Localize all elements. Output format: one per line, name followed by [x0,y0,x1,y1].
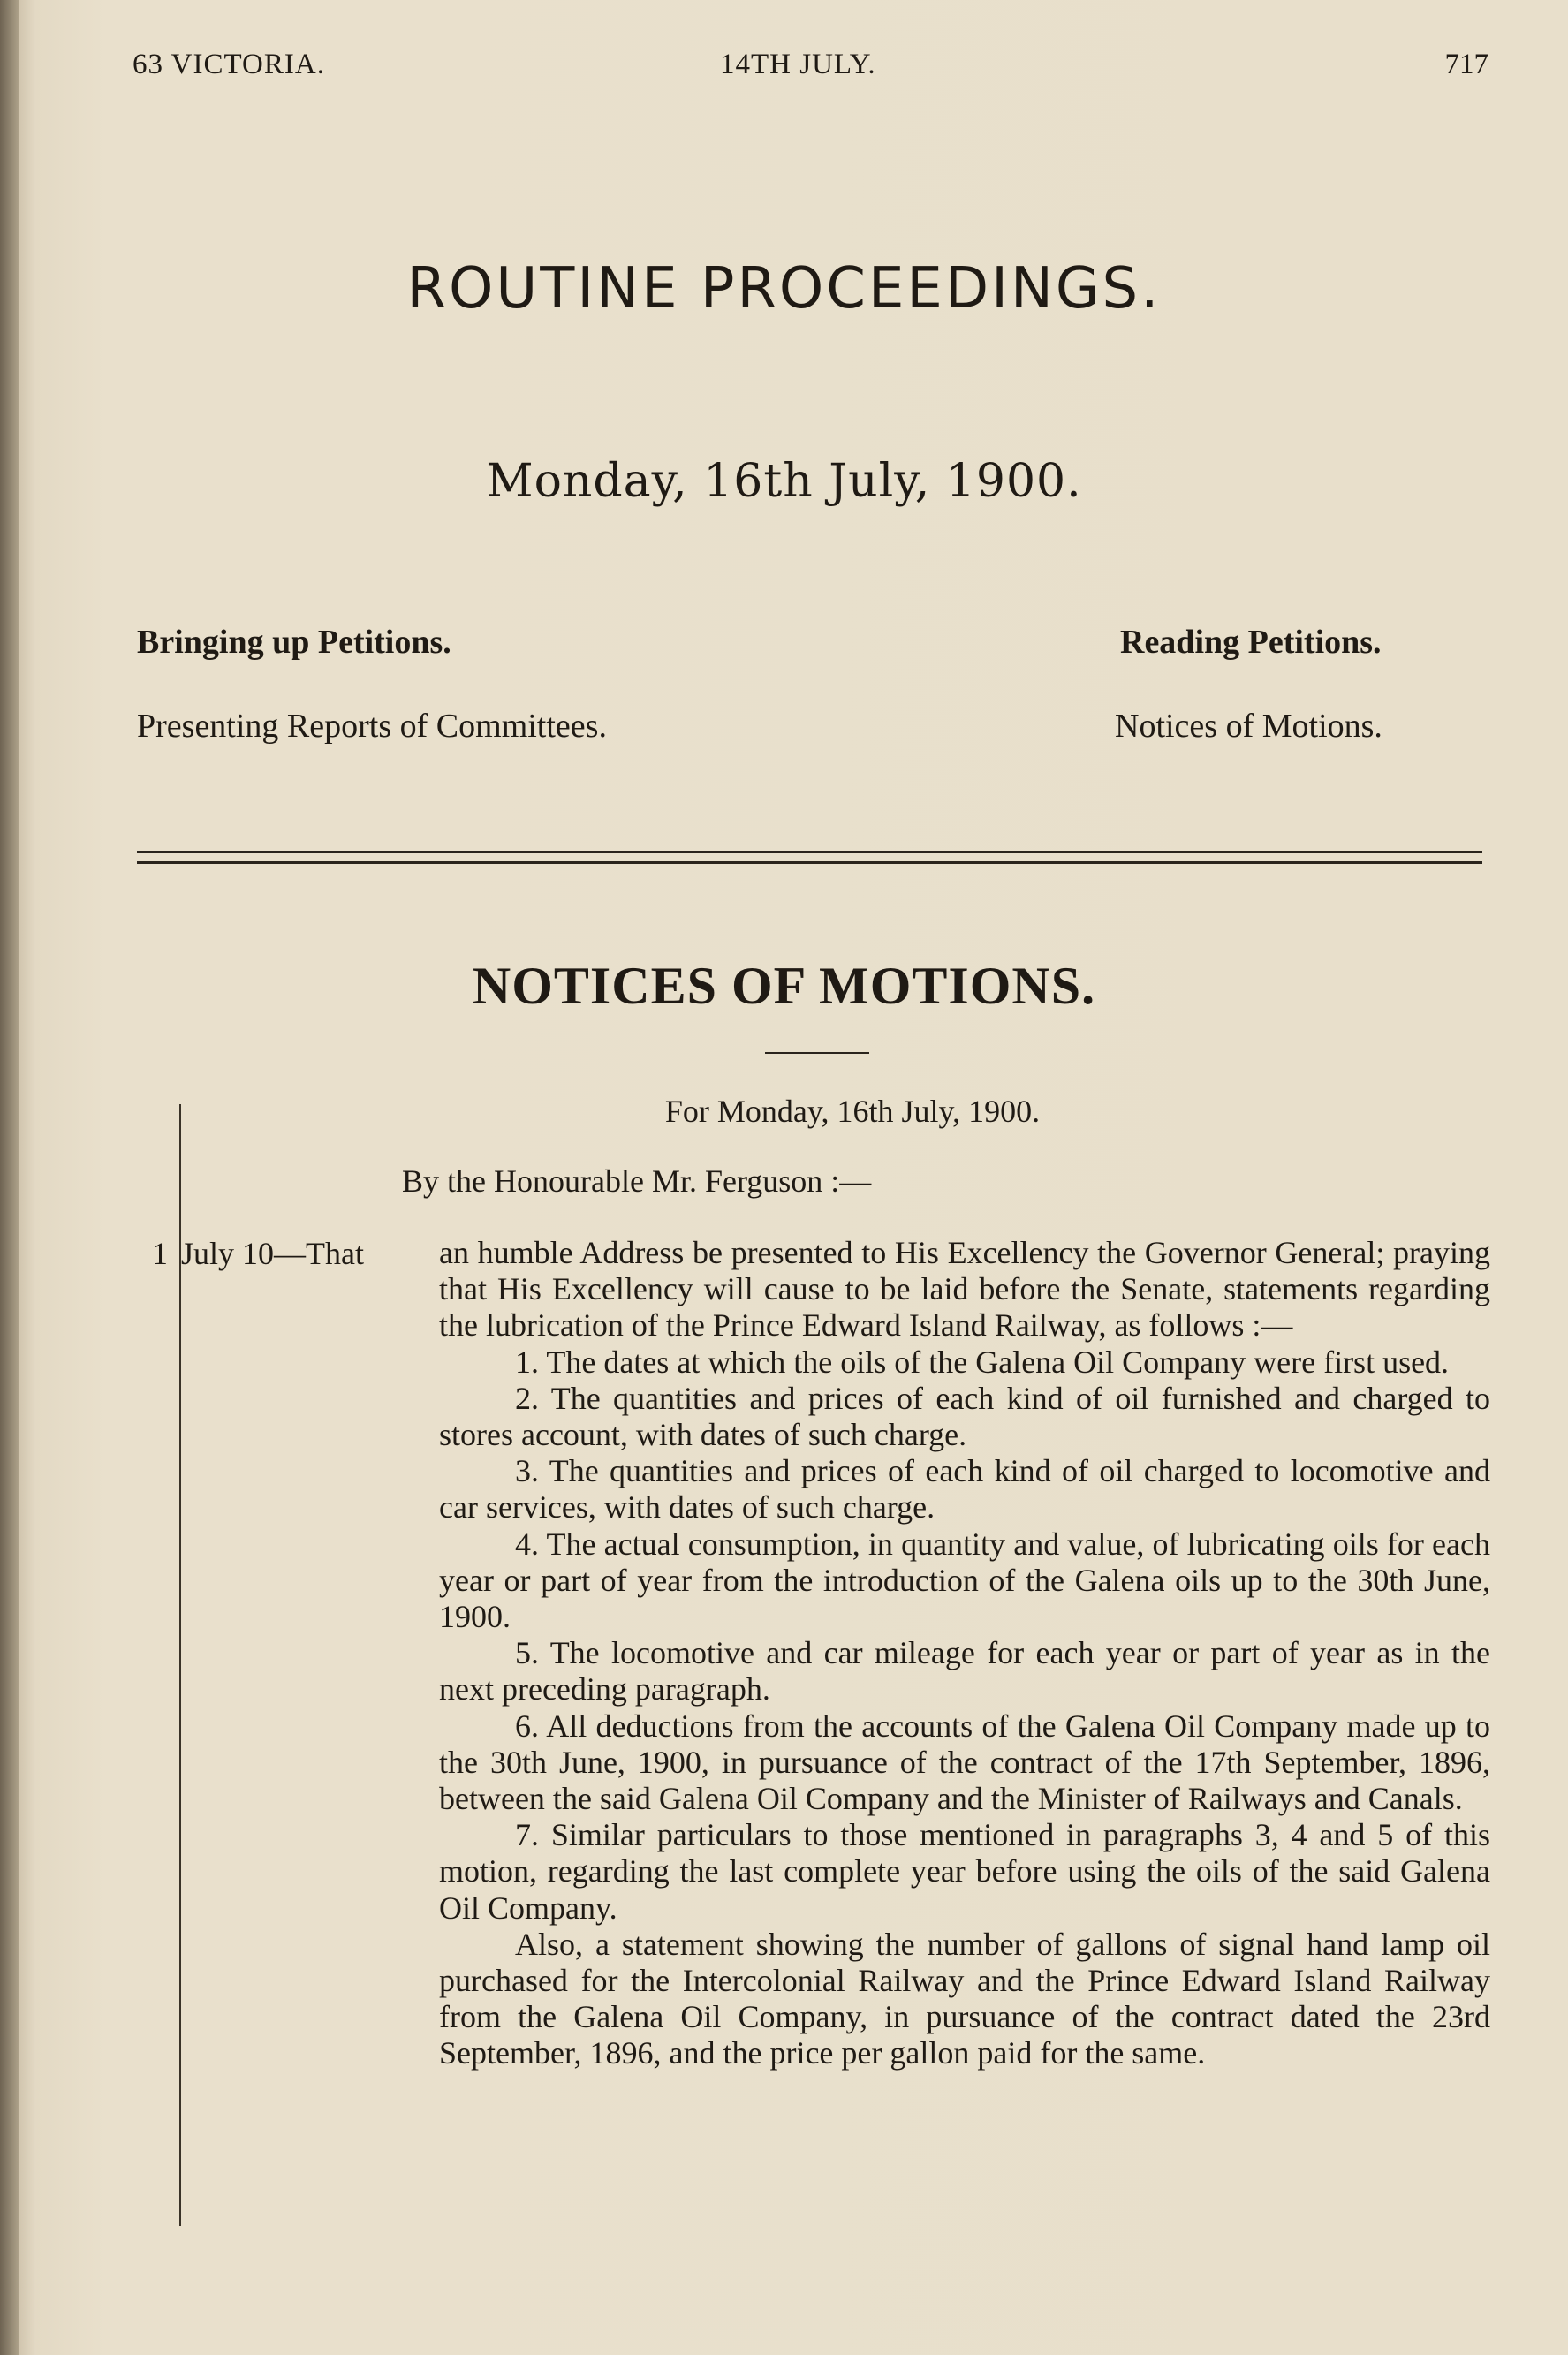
motion-item: 5. The locomotive and car mileage for each year or part of year as in the next preceding paragraph. [439,1635,1490,1708]
double-rule-bottom [137,861,1482,864]
motion-item: 7. Similar particulars to those mentioned in paragraphs 3, 4 and 5 of this motion, regarding the last complete year before using the oils of the said Galena Oil Company. [439,1817,1490,1926]
header-volume: 63 VICTORIA. [133,49,325,80]
header-date: 14TH JULY. [720,49,876,80]
page-title: ROUTINE PROCEEDINGS. [406,256,1162,322]
book-spine-shadow [0,0,19,2355]
order-reading-petitions: Reading Petitions. [1120,624,1382,661]
motion-intro: an humble Address be presented to His Excellency the Governor General; praying that His Excellency will cause to be laid before the Senate, statements regarding the lubrication of the Prince Edward Island Railway, as follows :— [439,1235,1490,1344]
margin-bracket-line [179,1104,181,1617]
double-rule-top [137,851,1482,853]
running-header [133,49,1488,93]
notice-for-date: For Monday, 16th July, 1900. [664,1094,1041,1129]
motion-item: 2. The quantities and prices of each kind of oil furnished and charged to stores account, with dates of such charge. [439,1380,1490,1453]
margin-bracket-line [179,1617,181,2226]
sitting-date: Monday, 16th July, 1900. [486,455,1082,508]
motion-text [439,1235,1490,2072]
motion-item: 3. The quantities and prices of each kind of oil charged to locomotive and car services, with dates of such charge. [439,1453,1490,1526]
motion-item: Also, a statement showing the number of gallons of signal hand lamp oil purchased for the Intercolonial Railway and the Prince Edward Island Railway from the Galena Oil Company, in pursuance of the contract dated the 23rd September, 1896, and the price per gallon paid for the same. [439,1926,1490,2071]
order-notices-of-motions: Notices of Motions. [1115,708,1382,745]
motion-date: July 10—That [181,1236,364,1271]
page-number: 717 [1444,49,1488,80]
motion-item: 4. The actual consumption, in quantity and value, of lubricating oils for each year or part of year from the introduction of the Galena oils up to the 30th June, 1900. [439,1526,1490,1635]
section-divider [765,1052,869,1054]
motion-number: 1 [152,1236,168,1271]
motion-item: 1. The dates at which the oils of the Galena Oil Company were first used. [515,1344,1450,1380]
order-bringing-up-petitions: Bringing up Petitions. [137,624,451,661]
notice-mover: By the Honourable Mr. Ferguson :— [402,1163,872,1199]
order-presenting-reports: Presenting Reports of Committees. [137,708,607,745]
motion-item: 6. All deductions from the accounts of the Galena Oil Company made up to the 30th June, 1900, in pursuance of the contract of the 17th September, 1896, between the said Galena Oil Company and the Minister of Railways and Canals. [439,1708,1490,1817]
section-title: NOTICES OF MOTIONS. [472,957,1096,1015]
